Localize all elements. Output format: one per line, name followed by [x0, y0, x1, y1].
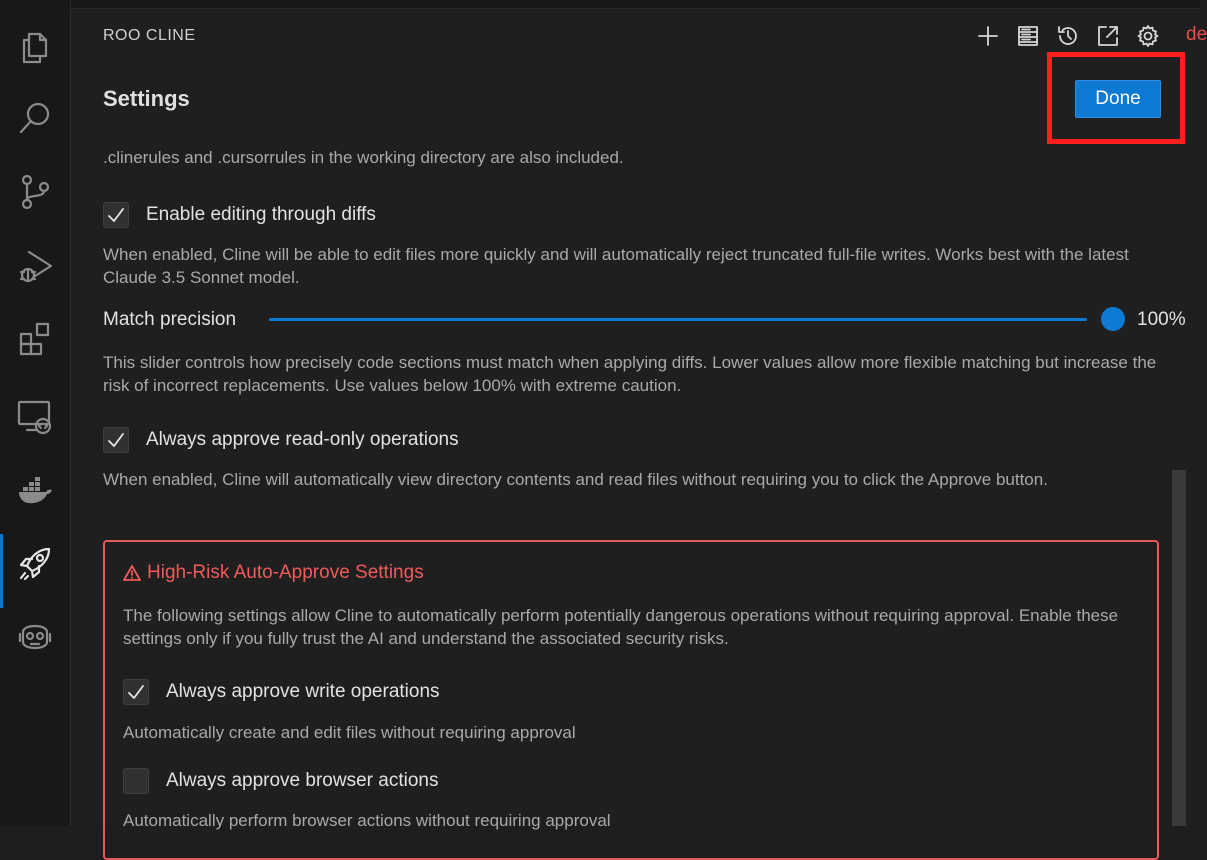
popout-icon — [1096, 24, 1120, 48]
gear-icon — [1136, 24, 1160, 48]
high-risk-description: The following settings allow Cline to automatically perform potentially dangerous operations without requiring approval. Enable these settings only if you fully trust the AI and understand the associated security risks. — [123, 606, 1119, 648]
read-only-setting[interactable] — [103, 427, 459, 453]
browser-label: Always approve browser actions — [166, 770, 439, 791]
clipped-editor-text: de — [1186, 24, 1207, 45]
write-setting[interactable] — [123, 679, 440, 705]
match-precision-value: 100% — [1137, 309, 1186, 330]
highlight-annotation-box — [1047, 52, 1185, 144]
panel-toolbar — [976, 22, 1160, 50]
diffs-description: When enabled, Cline will be able to edit files more quickly and will automatically reject truncated full-file writes. Works best with the latest Claude 3.5 Sonnet model. — [103, 245, 1129, 287]
checkmark-icon — [106, 205, 126, 225]
copilot-button[interactable] — [0, 606, 70, 666]
explorer-button[interactable] — [0, 16, 70, 76]
run-debug-button[interactable] — [0, 236, 70, 296]
plus-icon — [976, 24, 1000, 48]
high-risk-section — [103, 540, 1159, 860]
match-precision-label: Match precision — [103, 309, 237, 330]
source-control-icon — [15, 172, 55, 212]
docker-button[interactable] — [0, 460, 70, 520]
browser-description: Automatically perform browser actions without requiring approval — [123, 811, 611, 830]
slider-track[interactable] — [269, 318, 1087, 321]
roo-cline-button[interactable] — [0, 534, 70, 594]
top-border — [71, 0, 1200, 9]
roo-cline-panel — [71, 0, 1207, 830]
source-control-button[interactable] — [0, 162, 70, 222]
write-label: Always approve write operations — [166, 681, 440, 702]
remote-explorer-icon — [15, 396, 55, 436]
extensions-button[interactable] — [0, 310, 70, 370]
search-icon — [15, 98, 55, 138]
history-icon — [1056, 24, 1080, 48]
browser-setting[interactable] — [123, 768, 438, 794]
checkmark-icon — [126, 682, 146, 702]
write-checkbox[interactable] — [123, 679, 149, 705]
files-icon — [15, 26, 55, 66]
done-button[interactable]: Done — [1075, 80, 1161, 118]
read-only-checkbox[interactable] — [103, 427, 129, 453]
rules-intro-text: .clinerules and .cursorrules in the working directory are also included. — [103, 148, 624, 167]
activity-bar — [0, 0, 71, 826]
popout-button[interactable] — [1096, 22, 1120, 50]
high-risk-title-text: High-Risk Auto-Approve Settings — [147, 562, 424, 583]
history-button[interactable] — [1056, 22, 1080, 50]
match-precision-description: This slider controls how precisely code sections must match when applying diffs. Lower values allow more flexible matching but increase the risk of incorrect replacements. Use values below 100% with extreme caution. — [103, 353, 1157, 395]
write-description: Automatically create and edit files without requiring approval — [123, 723, 576, 742]
scrollbar-thumb[interactable] — [1172, 470, 1186, 826]
extensions-icon — [15, 320, 55, 360]
diffs-checkbox[interactable] — [103, 202, 129, 228]
diffs-setting[interactable] — [103, 202, 376, 228]
panel-title: ROO CLINE — [103, 27, 196, 44]
high-risk-title — [123, 562, 424, 584]
settings-heading: Settings — [103, 86, 190, 111]
checkmark-icon — [106, 430, 126, 450]
run-debug-icon — [15, 246, 55, 286]
read-only-description: When enabled, Cline will automatically view directory contents and read files without requiring you to click the Approve button. — [103, 470, 1048, 489]
match-precision-slider — [103, 306, 1186, 334]
new-task-button[interactable] — [976, 22, 1000, 50]
read-only-label: Always approve read-only operations — [146, 429, 459, 450]
docker-icon — [15, 470, 55, 510]
settings-button[interactable] — [1136, 22, 1160, 50]
remote-explorer-button[interactable] — [0, 386, 70, 446]
diffs-label: Enable editing through diffs — [146, 204, 376, 225]
robot-icon — [15, 616, 55, 656]
search-button[interactable] — [0, 88, 70, 148]
browser-checkbox[interactable] — [123, 768, 149, 794]
mcp-servers-button[interactable] — [1016, 22, 1040, 50]
rocket-icon — [15, 544, 55, 584]
server-icon — [1016, 24, 1040, 48]
warning-icon — [123, 564, 141, 582]
slider-thumb[interactable] — [1101, 307, 1125, 331]
